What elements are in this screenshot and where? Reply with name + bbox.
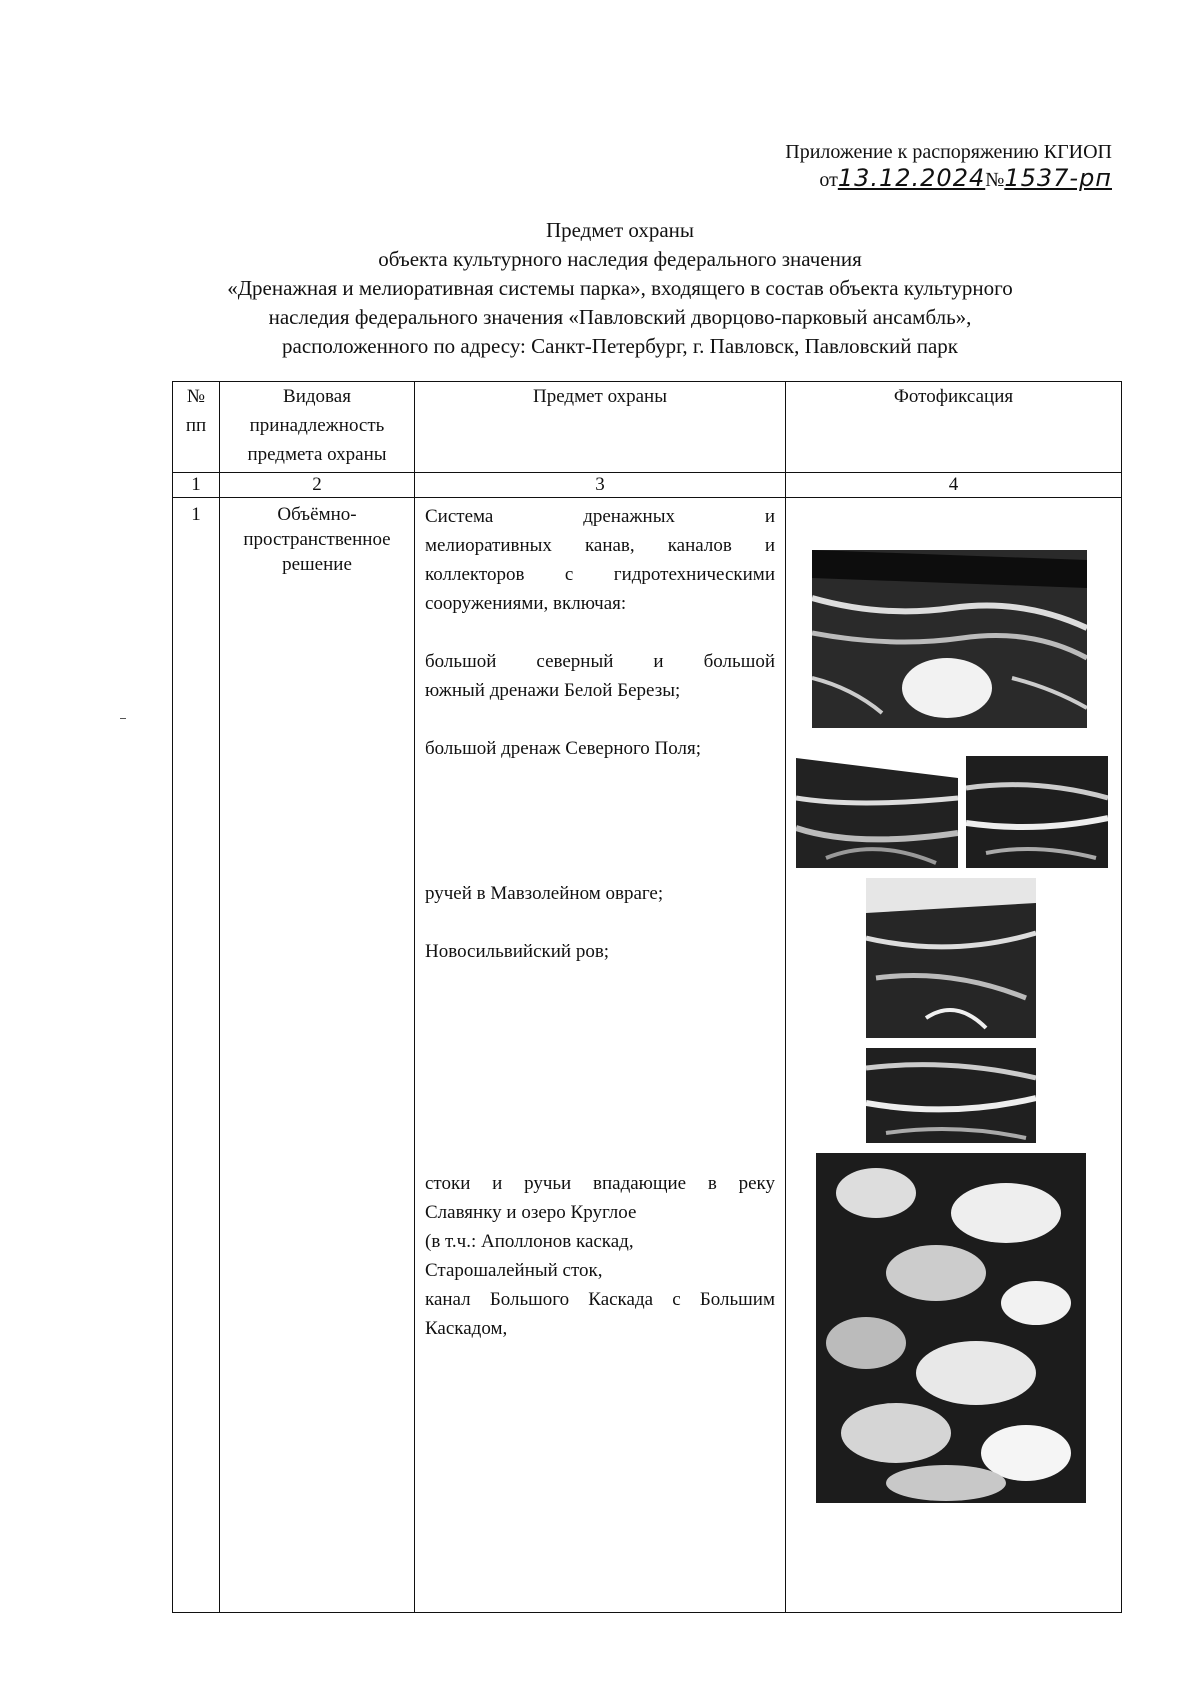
title-line2: объекта культурного наследия федерального значения [378,247,862,271]
row-kind-line3: решение [282,554,352,575]
system-line2: мелиоративных канав, каналов и [425,535,775,556]
margin-mark [120,718,126,719]
header-number-line1: № [186,386,206,407]
row-kind-line1: Объёмно- [277,504,357,525]
photo-stoki-ruchyi [816,1153,1086,1503]
mavzoleyny-item: ручей в Мавзолейном овраге; [425,883,664,904]
row-number: 1 [173,498,220,1613]
photo-severnoe-pole-2 [966,738,1108,868]
stoki-line5: канал Большого Каскада с Большим [425,1289,775,1310]
header-number [173,382,220,473]
header-number-line2: пп [185,415,207,436]
stoki-line6: Каскадом, [425,1318,508,1339]
col-number-2: 2 [220,473,415,498]
appendix-prefix: от [819,169,838,191]
row-kind [220,498,415,1613]
title-line3: «Дренажная и мелиоративная системы парка», входящего в состав объекта культурного [227,276,1013,300]
severnoe-item: большой дренаж Северного Поля; [425,738,702,759]
header-kind-line1: Видовая [283,386,351,407]
row-subject [415,498,786,1613]
system-line3: коллекторов с гидротехническими [425,564,775,585]
belaya-line2: южный дренажи Белой Березы; [425,680,681,701]
protection-subject-table [172,381,1122,1613]
header-photo: Фотофиксация [786,382,1122,473]
appendix-line2 [785,166,1112,192]
stoki-line2: Славянку и озеро Круглое [425,1202,637,1223]
table-row [173,498,1122,1613]
appendix-date: 13.12.2024 [837,164,986,192]
row-photos [786,498,1122,1613]
stoki-line1: стоки и ручьи впадающие в реку [425,1173,775,1194]
title-line1: Предмет охраны [545,218,695,242]
system-line1: Система дренажных и [425,506,775,527]
stoki-line3: (в т.ч.: Аполлонов каскад, [425,1231,634,1252]
system-line4: сооружениями, включая: [425,593,627,614]
stoki-line4: Старошалейный сток, [425,1260,603,1281]
header-kind-line3: предмета охраны [247,444,387,465]
photo-severnoe-pole-1 [796,738,958,868]
table-header-row [173,382,1122,473]
photo-novosilviysky-rov [866,1048,1036,1143]
row-kind-line2: пространственное [243,529,391,550]
title-line5: расположенного по адресу: Санкт-Петербург, г. Павловск, Павловский парк [282,334,958,358]
appendix-reference [785,140,1112,192]
header-subject: Предмет охраны [415,382,786,473]
appendix-number: 1537-рп [1004,164,1112,192]
col-number-4: 4 [786,473,1122,498]
photo-mavzoleyny-ovrag [866,878,1036,1038]
appendix-line1: Приложение к распоряжению КГИОП [785,141,1112,163]
col-number-1: 1 [173,473,220,498]
belaya-line1: большой северный и большой [425,651,775,672]
title-line4: наследия федерального значения «Павловский дворцово-парковый ансамбль», [268,305,972,329]
table-number-row [173,473,1122,498]
header-kind-line2: принадлежность [249,415,385,436]
document-title [140,216,1100,361]
appendix-no-sign: № [985,169,1005,191]
novosilviysky-item: Новосильвийский ров; [425,941,610,962]
col-number-3: 3 [415,473,786,498]
photo-belaya-bereza [812,538,1087,728]
header-kind [220,382,415,473]
